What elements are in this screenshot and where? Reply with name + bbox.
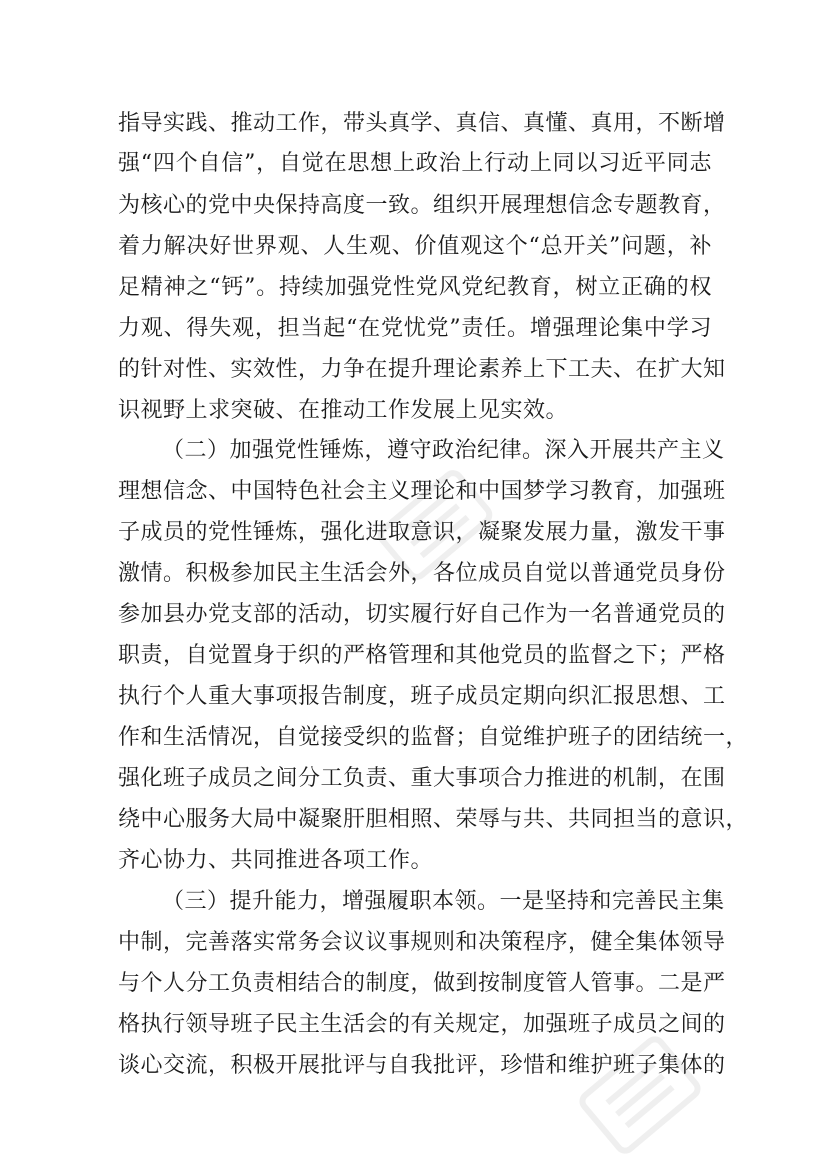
text-line: 子成员的党性锤炼，强化进取意识，凝聚发展力量，激发干事 — [118, 520, 726, 545]
text-line: 中制，完善落实常务会议议事规则和决策程序，健全集体领导 — [118, 930, 726, 955]
text-line: 足精神之“钙”。持续加强党性党风党纪教育，树立正确的权 — [118, 275, 712, 300]
text-line: 参加县办党支部的活动，切实履行好自己作为一名普通党员的 — [118, 602, 726, 627]
section-heading-line: （三）提升能力，增强履职本领。一是坚持和完善民主集 — [162, 889, 725, 914]
text-line: 与个人分工负责相结合的制度，做到按制度管人管事。二是严 — [118, 971, 726, 996]
text-line: 力观、得失观，担当起“在党忧党”责任。增强理论集中学习 — [118, 316, 712, 341]
text-line: 识视野上求突破、在推动工作发展上见实效。 — [118, 398, 569, 423]
text-line: 格执行领导班子民主生活会的有关规定，加强班子成员之间的 — [118, 1012, 726, 1037]
text-line: 为核心的党中央保持高度一致。组织开展理想信念专题教育， — [118, 193, 726, 218]
text-line: 着力解决好世界观、人生观、价值观这个“总开关”问题，补 — [118, 234, 712, 259]
text-line: 作和生活情况，自觉接受织的监督；自觉维护班子的团结统一， — [118, 725, 749, 750]
text-line: 的针对性、实效性，力争在提升理论素养上下工夫、在扩大知 — [118, 357, 726, 382]
text-line: 指导实践、推动工作，带头真学、真信、真懂、真用，不断增 — [118, 111, 726, 136]
section-heading-line: （二）加强党性锤炼，遵守政治纪律。深入开展共产主义 — [162, 438, 725, 463]
text-line: 执行个人重大事项报告制度，班子成员定期向织汇报思想、工 — [118, 684, 726, 709]
text-line: 激情。积极参加民主生活会外，各位成员自觉以普通党员身份 — [118, 561, 726, 586]
text-line: 职责，自觉置身于织的严格管理和其他党员的监督之下；严格 — [118, 643, 726, 668]
text-line: 绕中心服务大局中凝聚肝胆相照、荣辱与共、共同担当的意识， — [118, 807, 749, 832]
text-line: 强“四个自信”，自觉在思想上政治上行动上同以习近平同志 — [118, 151, 712, 176]
text-line: 齐心协力、共同推进各项工作。 — [118, 848, 434, 873]
text-line: 理想信念、中国特色社会主义理论和中国梦学习教育，加强班 — [118, 479, 726, 504]
text-line: 谈心交流，积极开展批评与自我批评，珍惜和维护班子集体的 — [118, 1053, 726, 1078]
text-line: 强化班子成员之间分工负责、重大事项合力推进的机制，在围 — [118, 766, 726, 791]
